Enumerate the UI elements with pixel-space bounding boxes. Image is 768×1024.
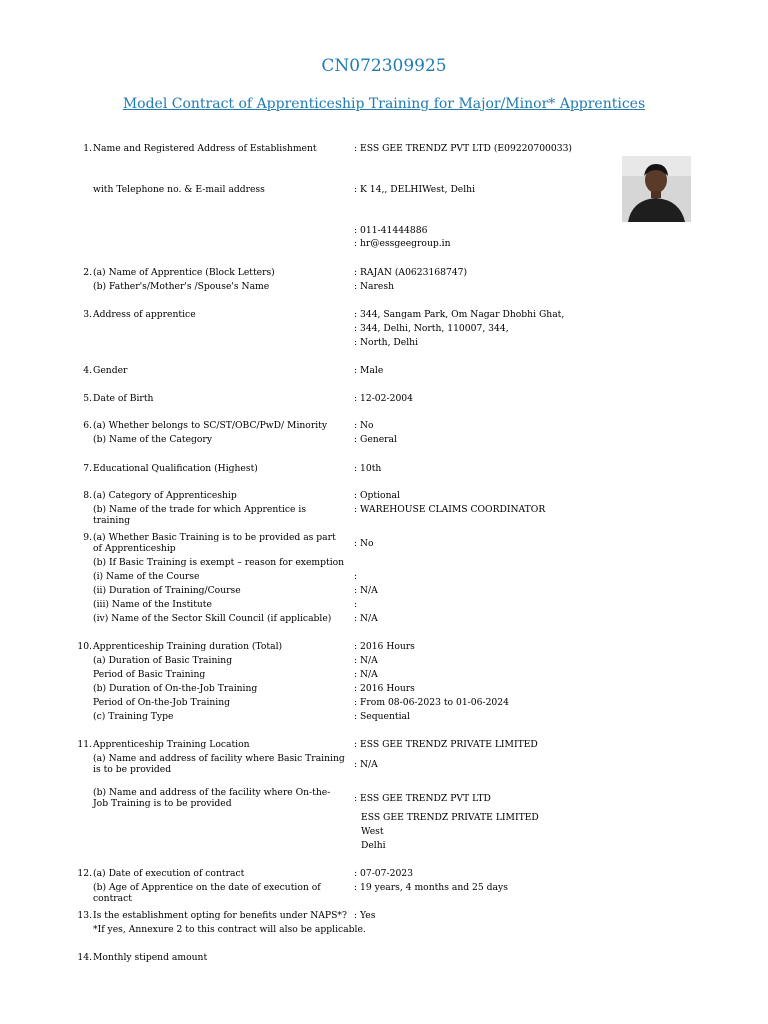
item-label: (a) Category of Apprenticeship bbox=[93, 490, 237, 501]
item-value: : Sequential bbox=[354, 711, 410, 722]
item-value: : N/A bbox=[354, 759, 378, 770]
item-label: Date of Birth bbox=[93, 393, 154, 404]
item-value: : ESS GEE TRENDZ PVT LTD (E09220700033) bbox=[354, 143, 573, 154]
item-label: (b) Age of Apprentice on the date of execution of contract bbox=[93, 882, 321, 904]
item-number: 2. bbox=[83, 267, 92, 278]
item-value: : 011-41444886 bbox=[354, 225, 428, 236]
item-value: : N/A bbox=[354, 669, 378, 680]
item-label: (b) Duration of On-the-Job Training bbox=[93, 683, 258, 694]
item-value: : hr@essgeegroup.in bbox=[354, 238, 451, 249]
item-value: : 344, Sangam Park, Om Nagar Dhobhi Ghat, bbox=[354, 309, 565, 320]
item-label: (ii) Duration of Training/Course bbox=[93, 585, 241, 596]
item-label: with Telephone no. & E-mail address bbox=[93, 184, 265, 195]
item-value: : 2016 Hours bbox=[354, 683, 415, 694]
item-value: : 2016 Hours bbox=[354, 641, 415, 652]
item-label: Educational Qualification (Highest) bbox=[93, 463, 258, 474]
item-value: : 344, Delhi, North, 110007, 344, bbox=[354, 323, 509, 334]
item-value: : No bbox=[354, 420, 374, 431]
item-label: (b) If Basic Training is exempt – reason for exemption bbox=[93, 557, 345, 568]
item-label: (c) Training Type bbox=[93, 711, 174, 722]
item-value: : General bbox=[354, 434, 397, 445]
item-number: 14. bbox=[77, 952, 92, 963]
item-value: : From 08-06-2023 to 01-06-2024 bbox=[354, 697, 509, 708]
item-label: (b) Name and address of the facility where On-the-Job Training is to be provided bbox=[93, 787, 331, 809]
contract-id: CN072309925 bbox=[321, 56, 447, 76]
item-value: ESS GEE TRENDZ PRIVATE LIMITED bbox=[361, 812, 539, 823]
item-number: 1. bbox=[83, 143, 92, 154]
item-label: Name and Registered Address of Establishment bbox=[93, 143, 317, 154]
item-value: : Optional bbox=[354, 490, 400, 501]
item-label: *If yes, Annexure 2 to this contract will also be applicable. bbox=[93, 924, 366, 935]
item-label: (iii) Name of the Institute bbox=[93, 599, 212, 610]
item-number: 5. bbox=[83, 393, 92, 404]
item-value: : bbox=[354, 599, 358, 610]
item-number: 12. bbox=[77, 868, 92, 879]
item-value: : N/A bbox=[354, 655, 378, 666]
item-value: : 10th bbox=[354, 463, 382, 474]
item-value: : N/A bbox=[354, 613, 378, 624]
item-number: 13. bbox=[77, 910, 92, 921]
item-label: (a) Duration of Basic Training bbox=[93, 655, 233, 666]
item-number: 11. bbox=[77, 739, 92, 750]
item-label: (a) Whether Basic Training is to be provided as part of Apprenticeship bbox=[93, 532, 336, 554]
item-label: Apprenticeship Training Location bbox=[93, 739, 250, 750]
contract-title: Model Contract of Apprenticeship Training for Major/Minor* Apprentices bbox=[122, 96, 646, 112]
item-label: (i) Name of the Course bbox=[93, 571, 200, 582]
item-value: : No bbox=[354, 538, 374, 549]
item-label: (a) Date of execution of contract bbox=[93, 868, 245, 879]
item-value: : Naresh bbox=[354, 281, 394, 292]
item-value: Delhi bbox=[361, 840, 386, 851]
item-number: 6. bbox=[83, 420, 92, 431]
item-label: (a) Name of Apprentice (Block Letters) bbox=[93, 267, 275, 278]
item-value: : ESS GEE TRENDZ PRIVATE LIMITED bbox=[354, 739, 538, 750]
item-value: : bbox=[354, 571, 358, 582]
item-number: 3. bbox=[83, 309, 92, 320]
item-label: Monthly stipend amount bbox=[93, 952, 208, 963]
item-value: West bbox=[361, 826, 384, 837]
item-value: : 19 years, 4 months and 25 days bbox=[354, 882, 508, 893]
item-label: (b) Father's/Mother's /Spouse's Name bbox=[93, 281, 270, 292]
item-value: : N/A bbox=[354, 585, 378, 596]
item-value: : ESS GEE TRENDZ PVT LTD bbox=[354, 793, 491, 804]
item-value: : 12-02-2004 bbox=[354, 393, 413, 404]
item-label: (a) Name and address of facility where Basic Training is to be provided bbox=[93, 753, 345, 775]
item-label: Period of On-the-Job Training bbox=[93, 697, 231, 708]
apprentice-photo bbox=[622, 156, 691, 222]
item-value: : WAREHOUSE CLAIMS COORDINATOR bbox=[354, 504, 546, 515]
item-label: (iv) Name of the Sector Skill Council (if applicable) bbox=[93, 613, 332, 624]
item-value: : Male bbox=[354, 365, 384, 376]
item-label: Address of apprentice bbox=[93, 309, 196, 320]
item-label: (b) Name of the Category bbox=[93, 434, 213, 445]
item-label: Period of Basic Training bbox=[93, 669, 206, 680]
item-number: 7. bbox=[83, 463, 92, 474]
item-value: : Yes bbox=[354, 910, 376, 921]
item-label: Is the establishment opting for benefits under NAPS*? bbox=[93, 910, 347, 921]
item-label: (a) Whether belongs to SC/ST/OBC/PwD/ Minority bbox=[93, 420, 328, 431]
item-value: : 07-07-2023 bbox=[354, 868, 413, 879]
item-number: 8. bbox=[83, 490, 92, 501]
item-number: 10. bbox=[77, 641, 92, 652]
item-value: : RAJAN (A0623168747) bbox=[354, 267, 468, 278]
item-label: Apprenticeship Training duration (Total) bbox=[93, 641, 283, 652]
item-label: Gender bbox=[93, 365, 128, 376]
item-label: (b) Name of the trade for which Apprentice is training bbox=[93, 504, 307, 526]
item-value: : North, Delhi bbox=[354, 337, 419, 348]
item-number: 9. bbox=[83, 532, 92, 543]
item-value: : K 14,, DELHIWest, Delhi bbox=[354, 184, 476, 195]
item-number: 4. bbox=[83, 365, 92, 376]
